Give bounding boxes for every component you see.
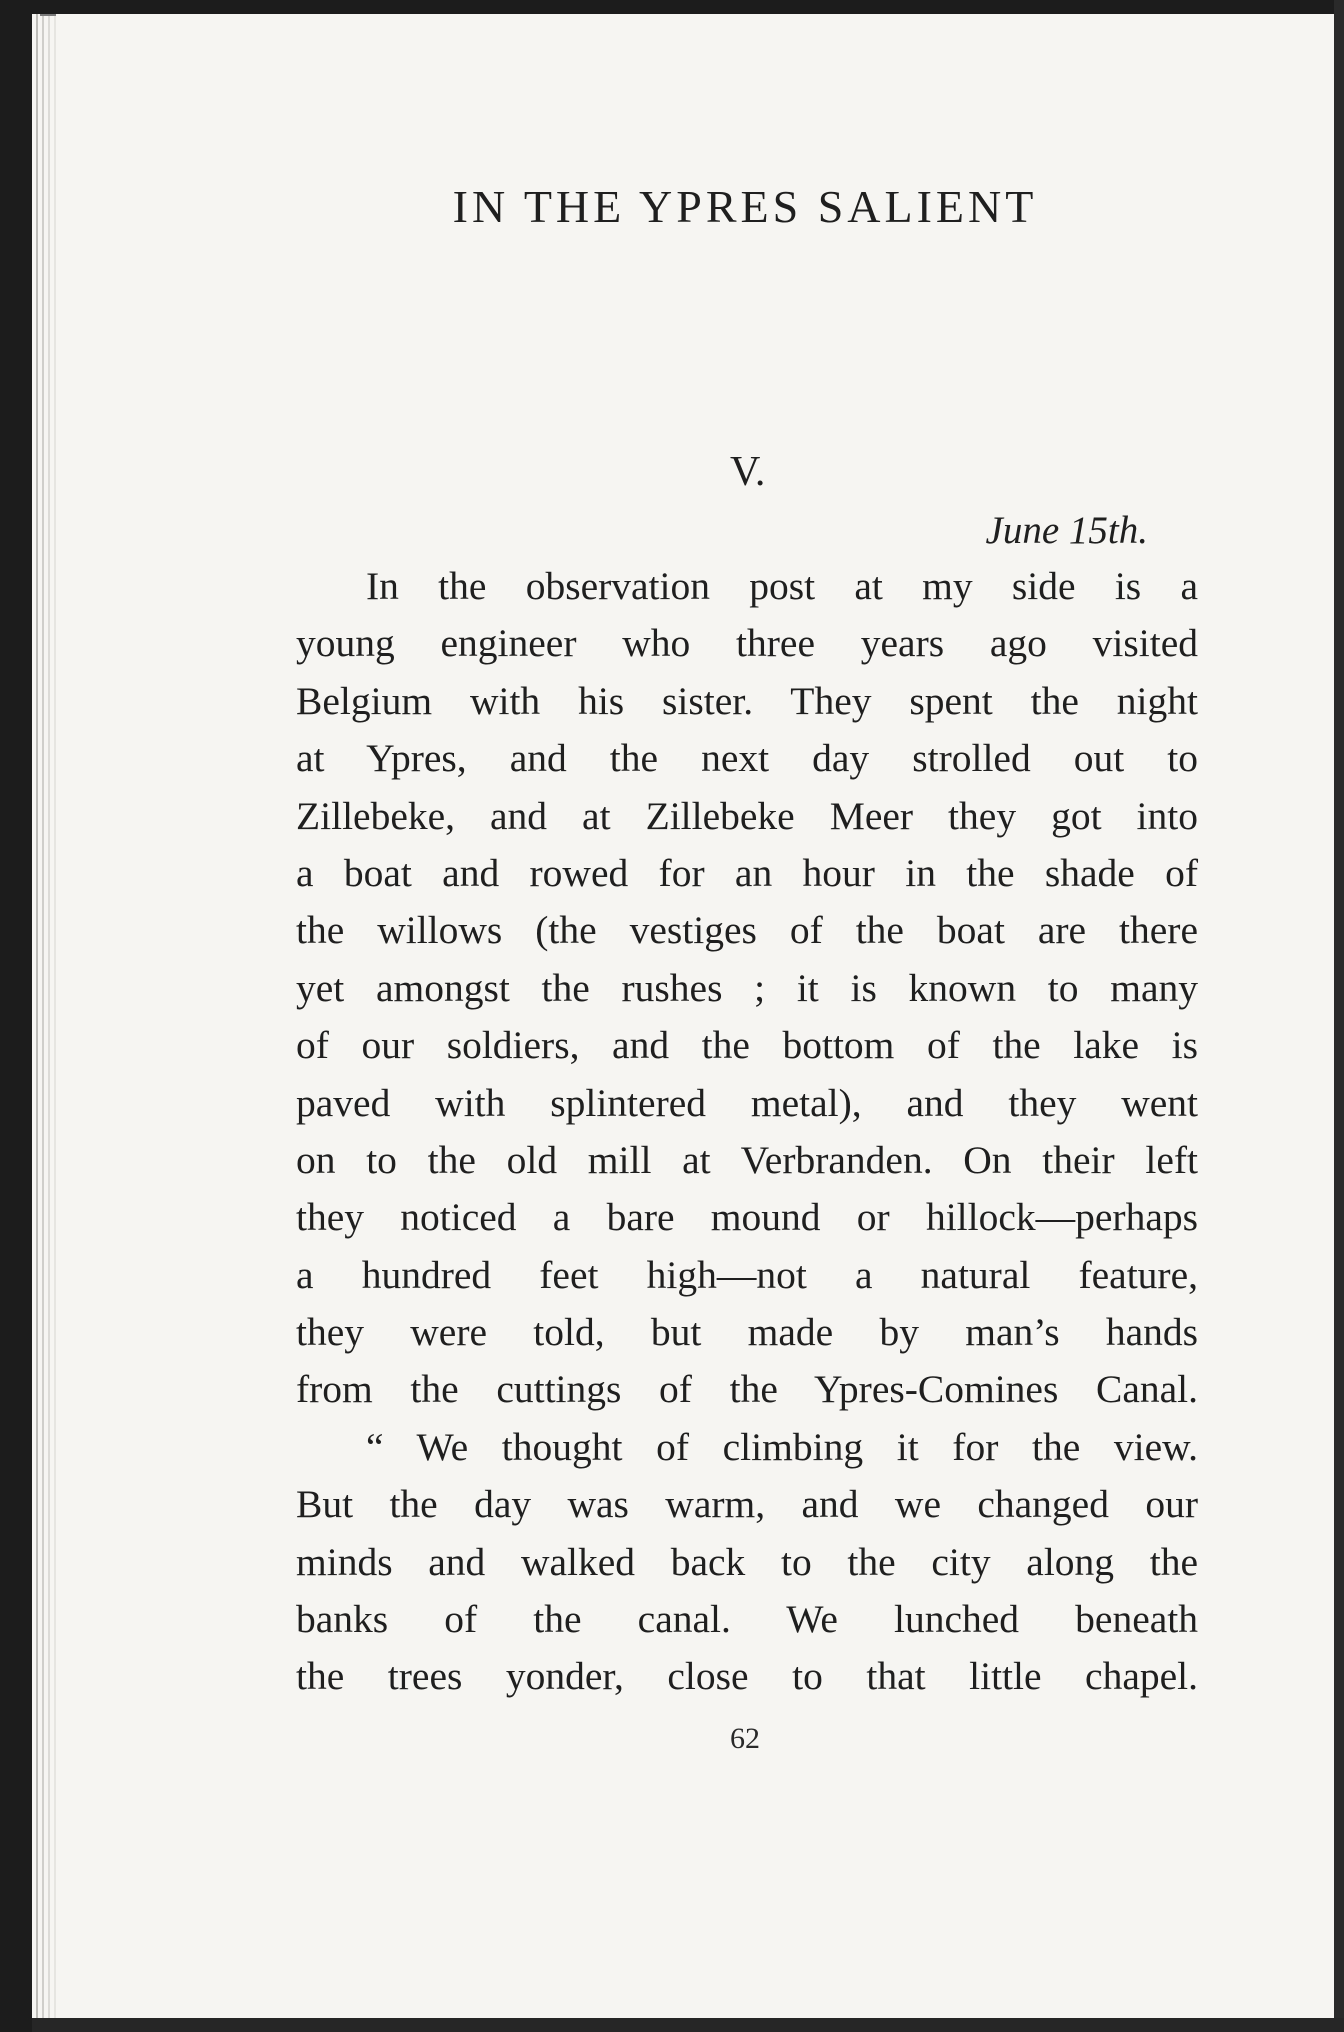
text-line: paved with splintered metal), and they went [296,1080,1198,1125]
dateline: June 15th. [985,509,1148,552]
page-edge [48,14,50,2018]
text-line: on to the old mill at Verbranden. On their left [296,1137,1198,1182]
page-edge [36,14,38,2018]
page-edge [54,14,56,2018]
text-line: a hundred feet high—not a natural feature, [296,1252,1198,1297]
corner-mark [40,14,56,16]
bottom-scan-border [32,2018,1344,2032]
body-text [296,558,1198,1706]
text-line: minds and walked back to the city along the [296,1539,1198,1584]
text-line: they noticed a bare mound or hillock—perhaps [296,1195,1198,1240]
text-line: “ We thought of climbing it for the view. [366,1424,1198,1469]
right-scan-border [1334,0,1344,2032]
text-line: a boat and rowed for an hour in the shade of [296,850,1198,895]
text-line: they were told, but made by man’s hands [296,1310,1198,1355]
text-line: the willows (the vestiges of the boat are there [296,908,1198,953]
page-number: 62 [730,1722,760,1755]
text-line: Zillebeke, and at Zillebeke Meer they got into [296,793,1198,838]
text-line: In the observation post at my side is a [366,564,1198,608]
chapter-number: V. [730,449,766,495]
text-line: from the cuttings of the Ypres-Comines Canal. [296,1367,1198,1412]
text-line: Belgium with his sister. They spent the night [296,678,1198,723]
text-line: young engineer who three years ago visited [296,621,1198,666]
text-line: of our soldiers, and the bottom of the lake is [296,1023,1198,1068]
text-line: the trees yonder, close to that little chapel. [296,1654,1198,1699]
text-line: yet amongst the rushes ; it is known to many [296,965,1198,1010]
text-line: banks of the canal. We lunched beneath [296,1597,1198,1642]
text-line: But the day was warm, and we changed our [296,1482,1198,1527]
text-line: at Ypres, and the next day strolled out to [296,736,1198,781]
page-edge [42,14,44,2018]
running-head: IN THE YPRES SALIENT [452,181,1038,232]
